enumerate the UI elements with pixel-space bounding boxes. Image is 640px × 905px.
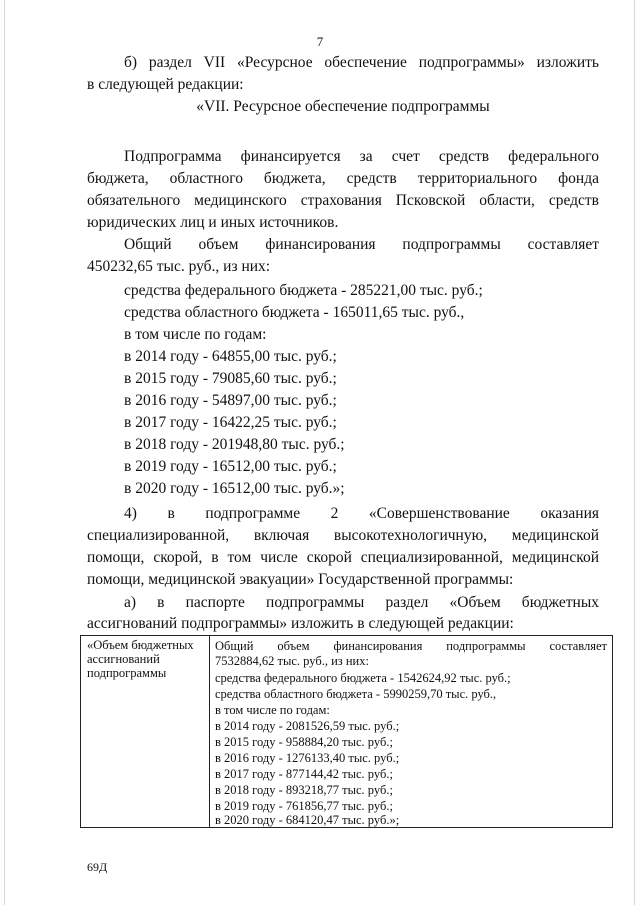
table-year-line: в 2016 году - 1276133,40 тыс. руб.; bbox=[215, 751, 400, 765]
table-year-line: в 2015 году - 958884,20 тыс. руб.; bbox=[215, 735, 393, 749]
table-label-line: «Объем бюджетных bbox=[87, 638, 194, 652]
table-year-line: в 2017 году - 877144,42 тыс. руб.; bbox=[215, 767, 393, 781]
paragraph-line: специализированной, включая высокотехнологичную, медицинской bbox=[87, 527, 599, 544]
paragraph-line: помощи, скорой, в том числе скорой специализированной, медицинской bbox=[87, 549, 599, 566]
table-value-line: средства областного бюджета - 5990259,70 тыс. руб., bbox=[215, 687, 497, 701]
paragraph-line: б) раздел VII «Ресурсное обеспечение подпрограммы» изложить bbox=[124, 54, 599, 71]
paragraph-line: 450232,65 тыс. руб., из них: bbox=[87, 258, 271, 275]
year-line: в 2014 году - 64855,00 тыс. руб.; bbox=[124, 348, 337, 365]
paragraph-line: бюджета, областного бюджета, средств территориального фонда bbox=[87, 170, 599, 187]
year-line: в 2020 году - 16512,00 тыс. руб.»; bbox=[124, 480, 345, 497]
table-year-line: в 2019 году - 761856,77 тыс. руб.; bbox=[215, 799, 393, 813]
funding-line: средства областного бюджета - 165011,65 тыс. руб., bbox=[124, 304, 465, 321]
paragraph-line: ассигнований подпрограммы» изложить в следующей редакции: bbox=[87, 615, 514, 632]
funding-line: в том числе по годам: bbox=[124, 326, 267, 343]
paragraph-line: Общий объем финансирования подпрограммы составляет bbox=[124, 236, 599, 253]
page-number: 7 bbox=[316, 34, 324, 49]
table-label-line: ассигнований bbox=[87, 652, 160, 666]
paragraph-line: в следующей редакции: bbox=[87, 76, 244, 93]
funding-line: средства федерального бюджета - 285221,00 тыс. руб.; bbox=[124, 282, 483, 299]
section-heading: «VII. Ресурсное обеспечение подпрограммы bbox=[196, 98, 490, 115]
scan-edge-right bbox=[634, 0, 635, 905]
year-line: в 2016 году - 54897,00 тыс. руб.; bbox=[124, 392, 337, 409]
table-year-line: в 2018 году - 893218,77 тыс. руб.; bbox=[215, 783, 393, 797]
table-value-line: Общий объем финансирования подпрограммы составляет bbox=[215, 639, 607, 653]
table-year-line: в 2014 году - 2081526,59 тыс. руб.; bbox=[215, 719, 400, 733]
year-line: в 2015 году - 79085,60 тыс. руб.; bbox=[124, 370, 337, 387]
table-year-line: в 2020 году - 684120,47 тыс. руб.»; bbox=[215, 813, 400, 827]
year-line: в 2019 году - 16512,00 тыс. руб.; bbox=[124, 458, 337, 475]
table-label-cell bbox=[87, 638, 207, 680]
table-value-line: в том числе по годам: bbox=[215, 703, 330, 717]
paragraph-line: 4) в подпрограмме 2 «Совершенствование оказания bbox=[124, 505, 599, 522]
paragraph-line: Подпрограмма финансируется за счет средств федерального bbox=[124, 148, 599, 165]
document-code: 69Д bbox=[87, 860, 108, 874]
paragraph-line: обязательного медицинского страхования Псковской области, средств bbox=[87, 192, 599, 209]
year-line: в 2018 году - 201948,80 тыс. руб.; bbox=[124, 436, 345, 453]
table-label-line: подпрограммы bbox=[87, 666, 167, 680]
table-value-line: 7532884,62 тыс. руб., из них: bbox=[215, 654, 369, 668]
table-column-divider bbox=[209, 636, 210, 827]
paragraph-line: юридических лиц и иных источников. bbox=[87, 214, 339, 231]
table-value-line: средства федерального бюджета - 1542624,92 тыс. руб.; bbox=[215, 671, 511, 685]
year-line: в 2017 году - 16422,25 тыс. руб.; bbox=[124, 414, 337, 431]
budget-table bbox=[80, 635, 613, 828]
scan-edge-left bbox=[4, 0, 5, 905]
paragraph-line: а) в паспорте подпрограммы раздел «Объем бюджетных bbox=[124, 594, 599, 611]
paragraph-line: помощи, медицинской эвакуации» Государственной программы: bbox=[87, 571, 514, 588]
